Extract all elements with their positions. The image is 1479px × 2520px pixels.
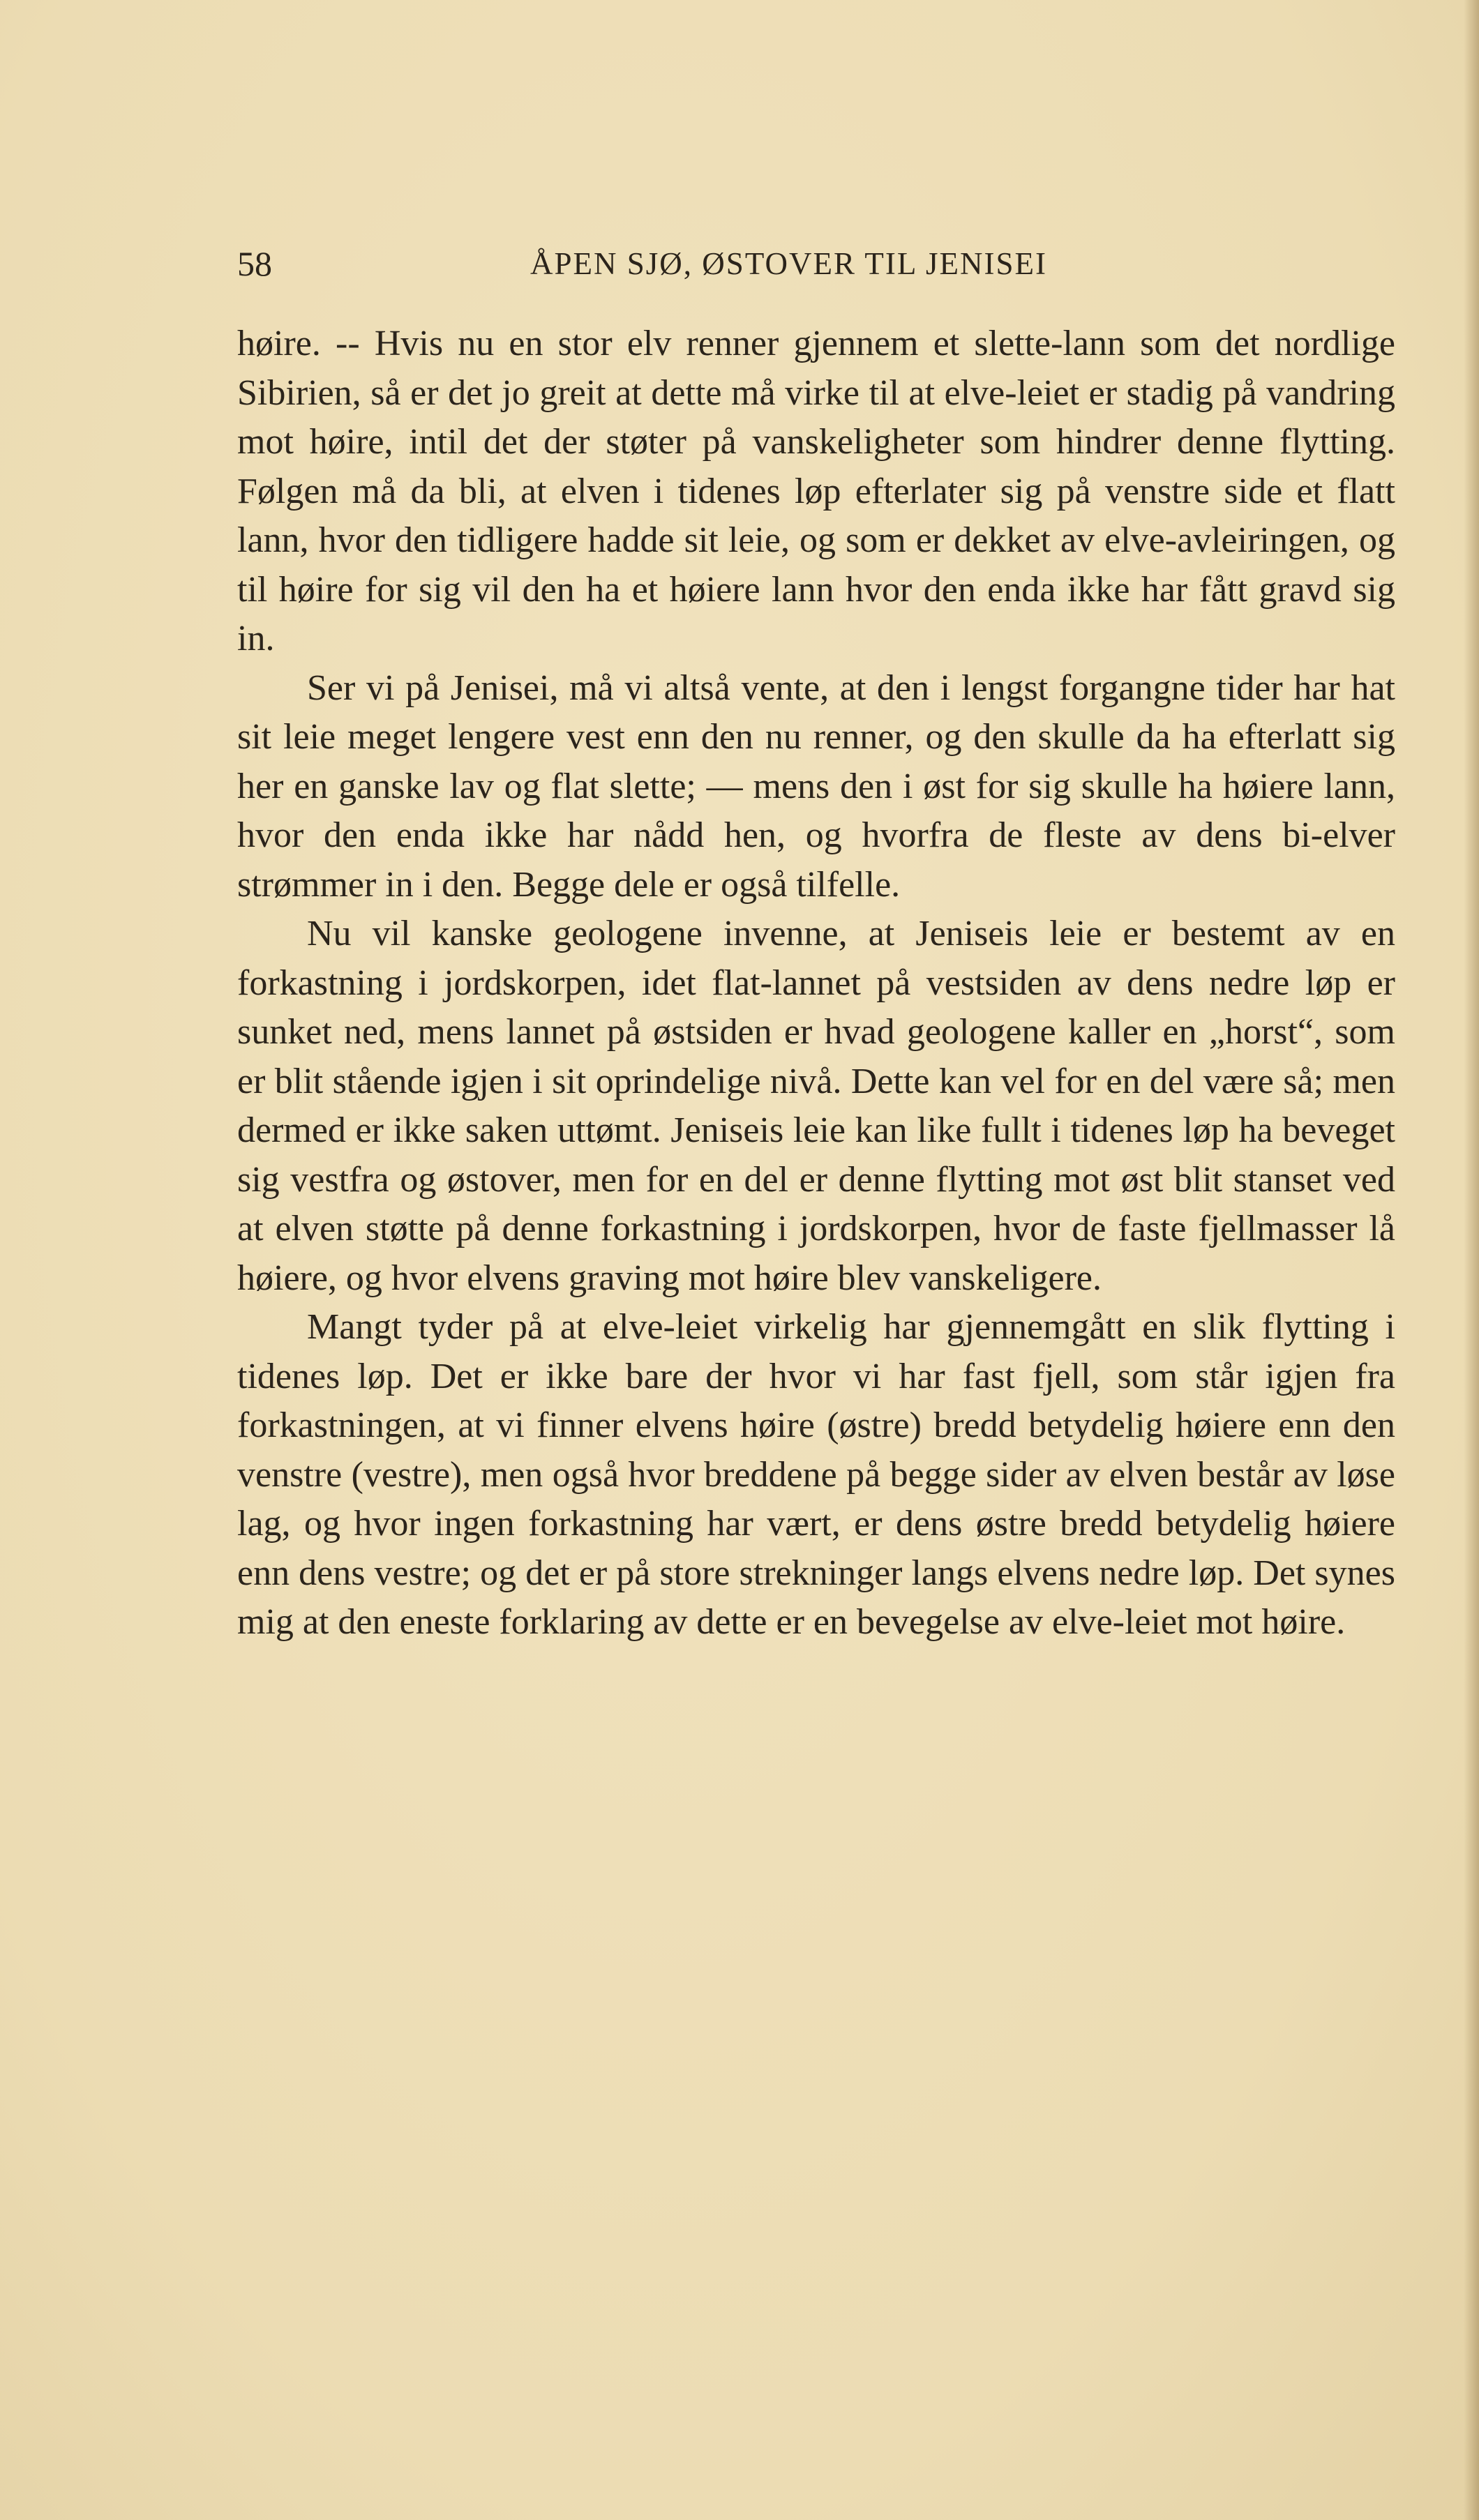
body-text [237,319,1395,1647]
paragraph-3: Nu vil kanske geologene invenne, at Jeniseis leie er bestemt av en forkastning i jordskorpen, idet flat-lannet på vestsiden av dens nedre løp er sunket ned, mens lannet på østsiden er hvad geologene kaller en „horst“, som er blit stående igjen i sit oprindelige nivå. Dette kan vel for en del være så; men dermed er ikke saken uttømt. Jeniseis leie kan like fullt i tidenes løp ha beveget sig vestfra og østover, men for en del er denne flytting mot øst blit stanset ved at elven støtte på denne forkastning i jordskorpen, hvor de faste fjellmasser lå høiere, og hvor elvens graving mot høire blev vanskeligere. [237,914,1395,1298]
paragraph-4: Mangt tyder på at elve-leiet virkelig har gjennemgått en slik flytting i tidenes løp. Det er ikke bare der hvor vi har fast fjell, som står igjen fra forkastningen, at vi finner elvens høire (østre) bredd betydelig høiere enn den venstre (vestre), men også hvor breddene på begge sider av elven består av løse lag, og hvor ingen forkastning har vært, er dens østre bredd betydelig høiere enn dens vestre; og det er på store strekninger langs elvens nedre løp. Det synes mig at den eneste forklaring av dette er en bevegelse av elve-leiet mot høire. [237,1307,1395,1642]
page-number: 58 [237,244,272,283]
page-edge-shadow [1464,0,1479,2520]
paragraph-2: Ser vi på Jenisei, må vi altså vente, at den i lengst forgangne tider har hat sit leie meget lengere vest enn den nu renner, og den skulle da ha efterlatt sig her en ganske lav og flat slette; — mens den i øst for sig skulle ha høiere lann, hvor den enda ikke har nådd hen, og hvorfra de fleste av dens bi-elver strømmer in i den. Begge dele er også tilfelle. [237,667,1395,905]
paragraph-1: høire. -- Hvis nu en stor elv renner gjennem et slette-lann som det nordlige Sibirien, så er det jo greit at dette må virke til at elve-leiet er stadig på vandring mot høire, intil det der støter på vanskeligheter som hindrer denne flytting. Følgen må da bli, at elven i tidenes løp efterlater sig på venstre side et flatt lann, hvor den tidligere hadde sit leie, og som er dekket av elve-avleiringen, og til høire for sig vil den ha et høiere lann hvor den enda ikke har fått gravd sig in. [237,324,1395,658]
page-header [237,236,1395,292]
running-head: ÅPEN SJØ, ØSTOVER TIL JENISEI [530,246,1047,281]
